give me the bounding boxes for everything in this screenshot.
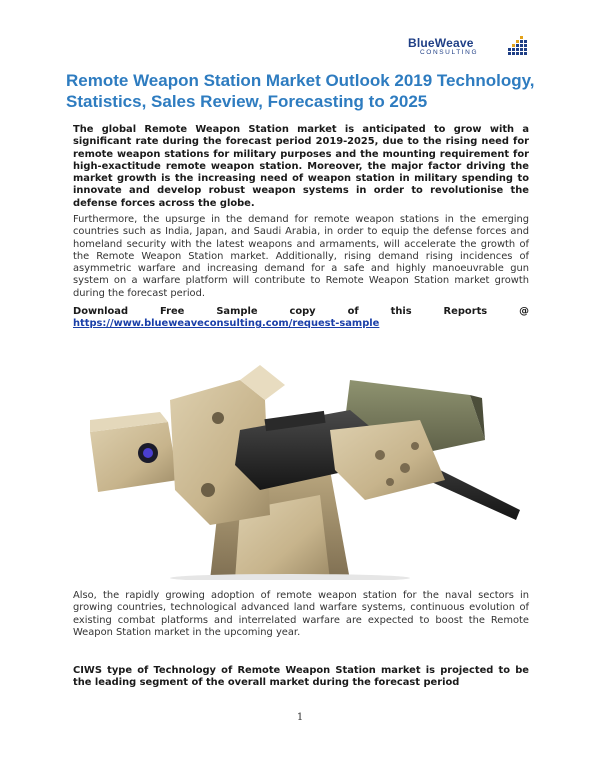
- page-number: 1: [296, 712, 304, 723]
- remote-weapon-station-image: [90, 340, 530, 580]
- logo-tagline: CONSULTING: [420, 49, 479, 56]
- download-word: @: [519, 306, 529, 317]
- body-paragraph: Also, the rapidly growing adoption of remote weapon station for the naval sectors in growing countries, technological advanced land warfare systems, continuous evolution of existing combat platforms and interrelated warfare are expected to boost the Remote Weapon Station market in the upcoming year.: [73, 590, 529, 638]
- download-label: [73, 306, 529, 318]
- download-word: Download: [73, 306, 129, 317]
- download-line: [73, 306, 529, 331]
- company-logo: [408, 36, 528, 58]
- page-title: Remote Weapon Station Market Outlook 2019 Technology, Statistics, Sales Review, Forecasting to 2025: [66, 71, 535, 111]
- intro-paragraph: The global Remote Weapon Station market is anticipated to grow with a significant rate during the forecast period 2019-2025, due to the rising need for remote weapon stations for military purposes and the mounting requirement for high-exactitude remote weapon station. Moreover, the major factor driving the market growth is the increasing need of weapon station in military spending to innovate and develop robust weapon systems in order to revolutionise the defense forces across the globe.: [73, 124, 529, 209]
- bar-chart-icon: [507, 36, 529, 56]
- download-word: of: [347, 306, 359, 317]
- download-word: Reports: [443, 306, 488, 317]
- download-word: this: [390, 306, 412, 317]
- request-sample-link[interactable]: https://www.blueweaveconsulting.com/request-sample: [73, 318, 380, 330]
- download-word: copy: [289, 306, 316, 317]
- download-word: Sample: [216, 306, 258, 317]
- section-heading: CIWS type of Technology of Remote Weapon Station market is projected to be the leading segment of the overall market during the forecast period: [73, 665, 529, 689]
- logo-name: BlueWeave: [408, 36, 474, 50]
- body-paragraph: Furthermore, the upsurge in the demand for remote weapon stations in the emerging countries such as India, Japan, and Saudi Arabia, in order to equip the defense forces and homeland security with the latest weapons and armaments, will accelerate the growth of the Remote Weapon Station market. Additionally, rising demand rising incidences of asymmetric warfare and increasing demand for a safe and highly manoeuvrable gun system on a warfare platform will contribute to Remote Weapon Station market growth during the forecast period.: [73, 214, 529, 299]
- download-word: Free: [159, 306, 185, 317]
